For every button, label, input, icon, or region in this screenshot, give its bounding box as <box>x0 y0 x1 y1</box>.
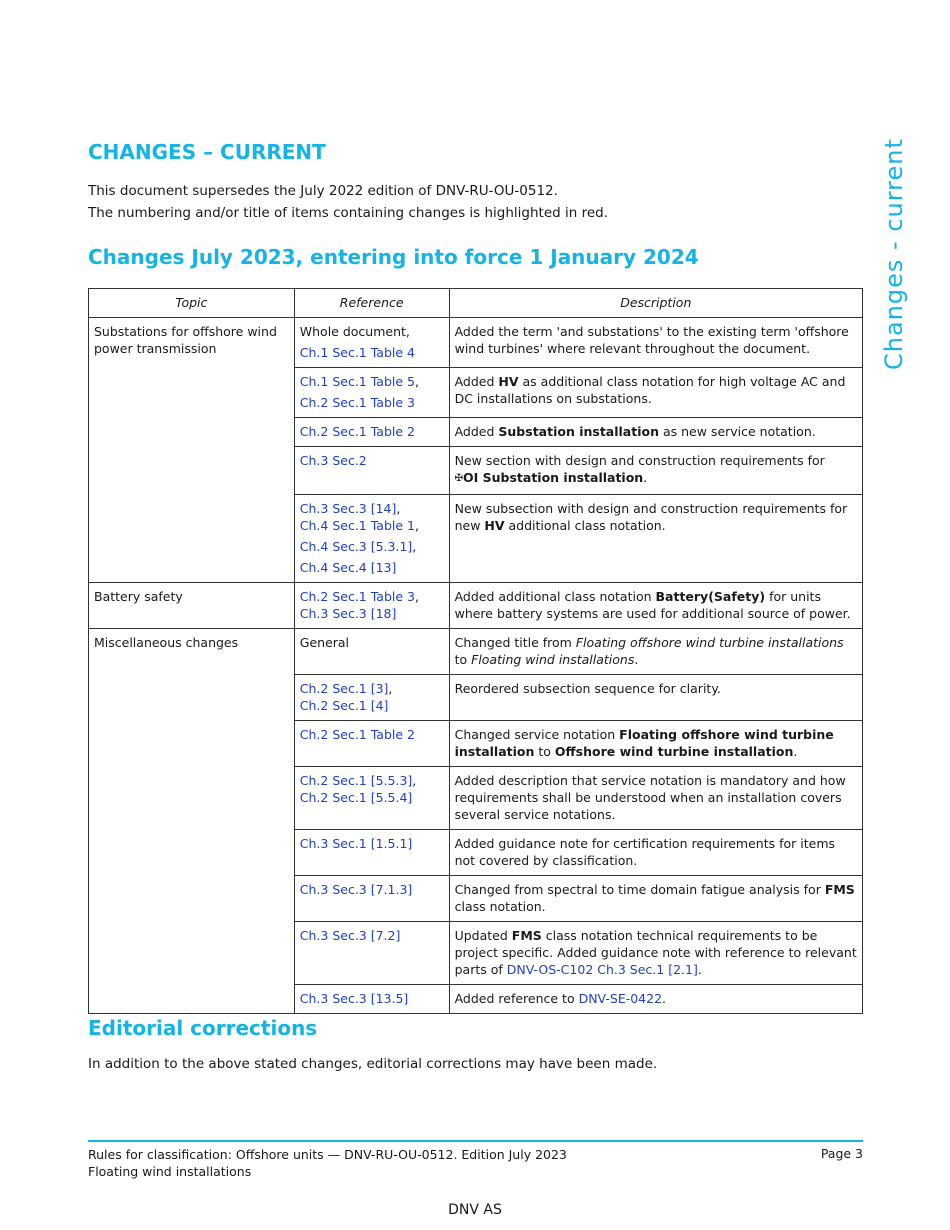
page-number: Page 3 <box>820 1146 863 1161</box>
reference-link[interactable]: Ch.3 Sec.3 [14] <box>299 501 397 516</box>
intro-text <box>88 180 608 224</box>
description-cell: Added reference to DNV-SE-0422. <box>449 985 862 1014</box>
reference-link[interactable]: Ch.3 Sec.1 [1.5.1] <box>299 836 413 851</box>
description-cell: Reordered subsection sequence for clarity. <box>449 675 862 721</box>
reference-cell <box>294 368 449 418</box>
reference-link[interactable]: Ch.2 Sec.1 [3] <box>299 681 389 696</box>
reference-cell <box>294 922 449 985</box>
standard-link[interactable]: DNV-SE-0422 <box>578 991 663 1006</box>
reference-cell: General <box>294 629 449 675</box>
intro-line-2: The numbering and/or title of items containing changes is highlighted in red. <box>88 205 609 221</box>
reference-link[interactable]: Ch.3 Sec.3 [7.2] <box>299 928 401 943</box>
reference-cell <box>294 318 449 368</box>
description-cell: Added HV as additional class notation for high voltage AC and DC installations on substations. <box>449 368 862 418</box>
reference-cell <box>294 985 449 1014</box>
class-notation: Battery(Safety) <box>655 589 766 604</box>
page-title: CHANGES – CURRENT <box>88 140 326 164</box>
class-notation: HV <box>498 374 519 389</box>
reference-cell <box>294 418 449 447</box>
reference-link[interactable]: Ch.2 Sec.1 Table 2 <box>299 727 415 742</box>
reference-text: Whole document, <box>299 324 410 339</box>
header-description: Description <box>449 289 862 318</box>
description-cell: Changed title from Floating offshore wind turbine installations to Floating wind installations. <box>449 629 862 675</box>
footer-line-1: Rules for classification: Offshore units — DNV-RU-OU-0512. Edition July 2023 <box>88 1147 567 1162</box>
reference-link[interactable]: Ch.2 Sec.1 [4] <box>299 698 389 713</box>
description-cell: Updated FMS class notation technical requirements to be project specific. Added guidance note with reference to relevant parts of DNV-OS-C102 Ch.3 Sec.1 [2.1]. <box>449 922 862 985</box>
description-cell: Added additional class notation Battery(Safety) for units where battery systems are used for additional source of power. <box>449 583 862 629</box>
footer-divider <box>88 1140 863 1142</box>
reference-cell: Ch.2 Sec.1 [3], Ch.2 Sec.1 [4] <box>294 675 449 721</box>
description-cell: Added description that service notation is mandatory and how requirements shall be understood when an installation covers several service notations. <box>449 767 862 830</box>
reference-cell <box>294 830 449 876</box>
changes-table <box>88 288 863 1014</box>
table-row <box>89 629 863 675</box>
reference-separator: , <box>414 374 419 389</box>
reference-link[interactable]: Ch.1 Sec.1 Table 5 <box>299 374 415 389</box>
maltese-cross-icon: ✠ <box>454 473 463 484</box>
reference-cell: Ch.2 Sec.1 [5.5.3], Ch.2 Sec.1 [5.5.4] <box>294 767 449 830</box>
reference-link[interactable]: Ch.2 Sec.1 [5.5.3] <box>299 773 413 788</box>
reference-cell <box>294 447 449 495</box>
class-notation: OI Substation installation <box>462 470 644 485</box>
side-section-label: Changes - current <box>880 138 908 370</box>
header-topic: Topic <box>89 289 295 318</box>
reference-link[interactable]: Ch.2 Sec.1 Table 3 <box>299 589 415 604</box>
reference-cell: Ch.2 Sec.1 Table 3, Ch.3 Sec.3 [18] <box>294 583 449 629</box>
description-cell: Changed from spectral to time domain fatigue analysis for FMS class notation. <box>449 876 862 922</box>
description-cell: Added the term 'and substations' to the existing term 'offshore wind turbines' where relevant throughout the document. <box>449 318 862 368</box>
table-row <box>89 583 863 629</box>
company-name: DNV AS <box>448 1202 502 1218</box>
description-cell: Added Substation installation as new service notation. <box>449 418 862 447</box>
footer-line-2: Floating wind installations <box>88 1164 252 1179</box>
topic-cell-battery: Battery safety <box>89 583 295 629</box>
standard-link[interactable]: DNV-OS-C102 Ch.3 Sec.1 [2.1] <box>506 962 698 977</box>
topic-cell-substations: Substations for offshore wind power transmission <box>89 318 295 583</box>
reference-link[interactable]: Ch.3 Sec.2 <box>299 453 367 468</box>
description-cell: New section with design and construction requirements for ✠OI Substation installation. <box>449 447 862 495</box>
reference-link[interactable]: Ch.4 Sec.1 Table 1 <box>299 518 415 533</box>
reference-link[interactable]: Ch.2 Sec.1 Table 2 <box>299 424 415 439</box>
footer-document-info <box>88 1146 567 1180</box>
reference-link[interactable]: Ch.2 Sec.1 [5.5.4] <box>299 790 413 805</box>
table-header-row <box>89 289 863 318</box>
header-reference: Reference <box>294 289 449 318</box>
reference-link[interactable]: Ch.1 Sec.1 Table 4 <box>299 345 415 360</box>
reference-link[interactable]: Ch.4 Sec.4 [13] <box>299 560 397 575</box>
reference-link[interactable]: Ch.2 Sec.1 Table 3 <box>299 395 415 410</box>
reference-link[interactable]: Ch.3 Sec.3 [13.5] <box>299 991 409 1006</box>
intro-line-1: This document supersedes the July 2022 edition of DNV-RU-OU-0512. <box>88 183 558 199</box>
editorial-text: In addition to the above stated changes, editorial corrections may have been made. <box>88 1056 658 1072</box>
description-cell: New subsection with design and construction requirements for new HV additional class notation. <box>449 495 862 583</box>
description-cell: Added guidance note for certification requirements for items not covered by classification. <box>449 830 862 876</box>
topic-cell-misc: Miscellaneous changes <box>89 629 295 1014</box>
changes-heading: Changes July 2023, entering into force 1 January 2024 <box>88 245 699 269</box>
reference-link[interactable]: Ch.3 Sec.3 [7.1.3] <box>299 882 413 897</box>
table-row <box>89 318 863 368</box>
reference-cell <box>294 721 449 767</box>
reference-cell <box>294 876 449 922</box>
reference-cell: Ch.3 Sec.3 [14], Ch.4 Sec.1 Table 1, Ch.4 Sec.3 [5.3.1], Ch.4 Sec.4 [13] <box>294 495 449 583</box>
reference-link[interactable]: Ch.3 Sec.3 [18] <box>299 606 397 621</box>
description-cell: Changed service notation Floating offshore wind turbine installation to Offshore wind turbine installation. <box>449 721 862 767</box>
service-notation: Substation installation <box>498 424 659 439</box>
class-notation: HV <box>484 518 505 533</box>
editorial-heading: Editorial corrections <box>88 1016 318 1040</box>
reference-link[interactable]: Ch.4 Sec.3 [5.3.1] <box>299 539 413 554</box>
